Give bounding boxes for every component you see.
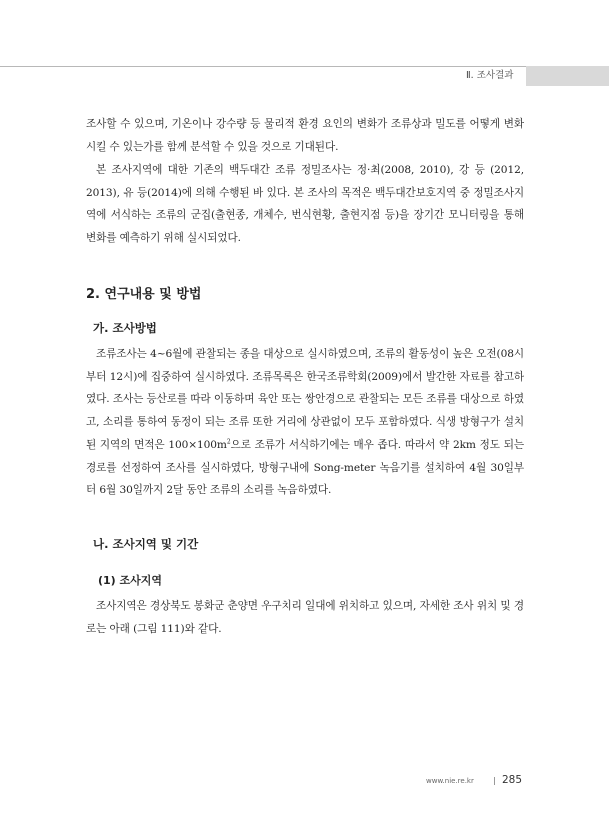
section-2b1-title: (1) 조사지역 (98, 574, 163, 587)
section-2a-body (86, 343, 524, 502)
chapter-label: Ⅱ. 조사결과 (466, 70, 514, 81)
section-2a-title: 가. 조사방법 (93, 321, 157, 335)
footer-url: www.nie.re.kr (426, 777, 474, 785)
area-superscript: 2 (226, 438, 231, 446)
intro-paragraph-1-container (86, 113, 524, 158)
section-2b-title: 나. 조사지역 및 기간 (93, 537, 199, 551)
section-2-title: 2. 연구내용 및 방법 (86, 287, 202, 302)
intro-paragraph-2: 본 조사지역에 대한 기존의 백두대간 조류 정밀조사는 정·최(2008, 2010), 강 등 (2012, 2013), 유 등(2014)에 의해 수행된 바 있다. 본 조사의 목적은 백두대간보호지역 중 정밀조사지역에 서식하는 조류의 군집(출현종, 개체수, 번식현황, 출현지점 등)을 장기간 모니터링을 통해 변화를 예측하기 위해 실시되었다. (86, 164, 524, 245)
header-tab-block (526, 66, 609, 86)
intro-paragraph-1: 조사할 수 있으며, 기온이나 강수량 등 물리적 환경 요인의 변화가 조류상과 밀도를 어떻게 변화시킬 수 있는가를 함께 분석할 수 있을 것으로 기대된다. (86, 118, 524, 153)
section-2a-text-2: 으로 조류가 서식하기에는 매우 좁다. 따라서 약 2km 정도 되는 경로를 선정하여 조사를 실시하였다, 방형구내에 Song-meter 녹음기를 설치하여 4월 30일부터 6월 30일까지 2달 동안 조류의 소리를 녹음하였다. (86, 438, 524, 497)
header-rule (0, 66, 526, 67)
section-2a-text-1: 조류조사는 4~6월에 관찰되는 종을 대상으로 실시하였으며, 조류의 활동성이 높은 오전(08시부터 12시)에 집중하여 실시하였다. 조류목록은 한국조류학회(2009)에서 발간한 자료를 참고하였다. 조사는 등산로를 따라 이동하며 육안 또는 쌍안경으로 관찰되는 모든 조류를 대상으로 하였고, 소리를 통하여 동정이 되는 조류 또한 거리에 상관없이 모두 포함하였다. 식생 방형구가 설치된 지역의 면적은 100×100m (86, 348, 524, 451)
intro-paragraph-2-container (86, 159, 524, 250)
footer-separator (494, 777, 495, 785)
page-number: 285 (502, 774, 523, 786)
section-2b1-body: 조사지역은 경상북도 봉화군 춘양면 우구치리 일대에 위치하고 있으며, 자세한 조사 위치 및 경로는 아래 (그림 111)와 같다. (86, 600, 524, 635)
section-2a-body-container (86, 343, 524, 502)
section-2b1-body-container (86, 595, 524, 640)
